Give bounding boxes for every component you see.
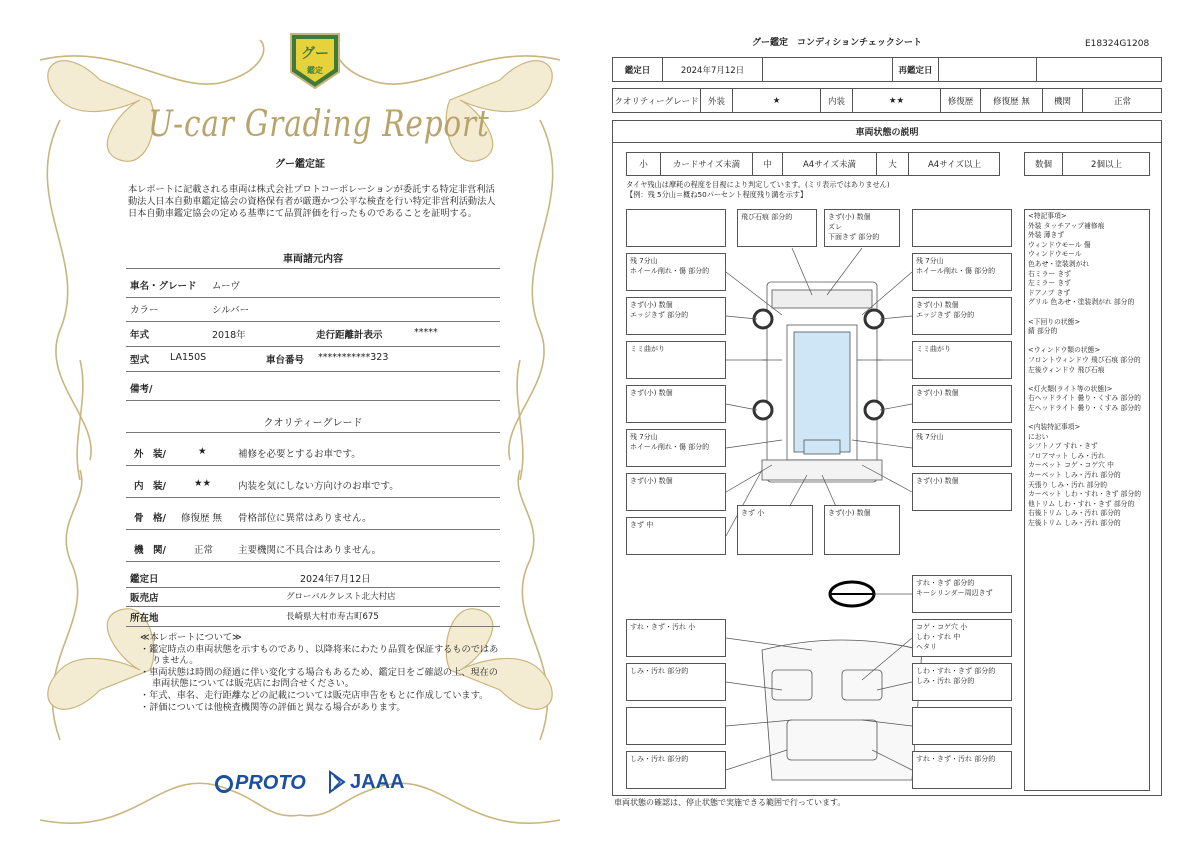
spec-row-year: 年式 2018年 走行距離計表示 ***** bbox=[126, 327, 500, 347]
callout-interior-6-empty bbox=[912, 707, 1012, 745]
spec-section-title: 車両諸元内容 bbox=[283, 254, 343, 265]
leader-line bbox=[726, 316, 757, 319]
leader-line bbox=[726, 440, 782, 448]
callout-left-5: 残 7分山 ホイール削れ・傷 部分的 bbox=[626, 429, 726, 467]
appraisal-date-row: 鑑定日 2024年7月12日 bbox=[126, 571, 500, 588]
callout-interior-1: すれ・きず・汚れ 小 bbox=[626, 619, 726, 657]
date-row: 鑑定日 2024年7月12日 再鑑定日 bbox=[612, 57, 1162, 82]
callout-front-center: 飛び石痕 部分的 bbox=[737, 209, 817, 247]
callout-interior-5-empty bbox=[626, 707, 726, 745]
leader-line bbox=[827, 248, 862, 295]
shop-row: 販売店 グローバルクレスト北大村店 bbox=[126, 590, 500, 607]
report-notes: ≪本レポートについて≫ ・鑑定時点の車両状態を示すものであり、以降将来にわたり品質を保証するものではありません。 ・車両状態は時間の経過に伴い変化する場合もあるため、鑑定日をご確認の上、現在の車両状態については販売店にお問合せください。 ・年式、車名、走行距離などの記載については販売店申告をもとに作成しています。 ・評価については他検査機関等の評価と異なる場合があります。 bbox=[140, 632, 499, 713]
callout-interior-7: しみ・汚れ 部分的 bbox=[626, 751, 726, 789]
callout-steering: すれ・きず 部分的 キーシリンダー周辺きず bbox=[912, 575, 1012, 613]
count-legend: 数個 2個以上 bbox=[1024, 152, 1150, 176]
leader-line bbox=[880, 404, 912, 410]
sheet-id: E18324G1208 bbox=[1085, 39, 1150, 49]
tire-note-example: 【例：残 5分山＝概ね50パーセント程度残り溝を示す】 bbox=[626, 190, 808, 199]
script-title: U-car Grading Report bbox=[148, 104, 490, 145]
leader-line bbox=[852, 440, 912, 448]
quality-row-interior: 内 装/ ★★ 内装を気にしない方向けのお車です。 bbox=[126, 478, 500, 498]
callout-interior-4: しわ・すれ・きず 部分的 しみ・汚れ 部分的 bbox=[912, 663, 1012, 701]
callout-left-7: きず 中 bbox=[626, 517, 726, 555]
quality-row-engine: 機 関/ 正常 主要機関に不具合はありません。 bbox=[126, 542, 500, 562]
callout-right-4: きず(小) 数個 bbox=[912, 385, 1012, 423]
certificate-title: グー鑑定証 bbox=[275, 159, 325, 170]
callout-left-6: きず(小) 数個 bbox=[626, 473, 726, 511]
sheet-footer: 車両状態の確認は、停止状態で実施できる範囲で行っています。 bbox=[614, 798, 846, 807]
proto-logo: PROTO bbox=[215, 772, 306, 795]
quality-row-exterior: 外 装/ ★ 補修を必要とするお車です。 bbox=[126, 446, 500, 466]
callout-left-2: きず(小) 数個 エッジきず 部分的 bbox=[626, 297, 726, 335]
callout-interior-2: コゲ・コゲ穴 小 しわ・すれ 中 ヘタリ bbox=[912, 619, 1012, 657]
size-legend: 小 カードサイズ未満 中 A4サイズ未満 大 A4サイズ以上 bbox=[626, 152, 1000, 176]
certificate-statement: 本レポートに記載される車両は株式会社プロトコーポレーションが委託する特定非営利活動法人日本自動車鑑定協会の資格保有者が厳選かつ公平な検査を行い特定非営利活動法人日本自動車鑑定協会の定める基準にて品質評価を行ったものであることを証明する。 bbox=[128, 184, 496, 219]
svg-text:鑑定: 鑑定 bbox=[307, 66, 323, 75]
callout-right-2: きず(小) 数個 エッジきず 部分的 bbox=[912, 297, 1012, 335]
callout-left-3: ミミ曲がり bbox=[626, 341, 726, 379]
leader-line bbox=[792, 248, 812, 295]
callout-right-6: きず(小) 数個 bbox=[912, 473, 1012, 511]
callout-left-1: 残 7分山 ホイール削れ・傷 部分的 bbox=[626, 253, 726, 291]
jaaa-logo: JAAA bbox=[328, 770, 404, 794]
leader-line bbox=[726, 404, 757, 410]
callout-interior-3: しみ・汚れ 部分的 bbox=[626, 663, 726, 701]
spec-row-name: 車名・グレード ムーヴ bbox=[126, 278, 500, 298]
special-notes: <特記事項> 外装 タッチアップ補修痕 外装 薄きず ウィンドウモール 傷 ウィンドウモール 色あせ・塗装剥がれ 右ミラー きず 左ミラー きず ドアノブ きず グリル 色あせ・塗装剥がれ 部分的 <下回りの状態> 錆 部分的 <ウィンドウ類の状態> フロントウィンドウ 飛び石痕 部分的 左後ウィンドウ 飛び石痕 <灯火類(ライト等の状態)> 右ヘッドライト 曇り・くすみ 部分的 左ヘッドライト 曇り・くすみ 部分的 <内装特記事項> におい シフトノブ すれ・きず フロアマット しみ・汚れ カーペット コゲ・コゲ穴 中 カーペット しみ・汚れ 部分的 天張り しみ・汚れ 部分的 カーペット しわ・すれ・きず 部分的 他トリム しわ・すれ・きず 部分的 右後トリム しみ・汚れ 部分的 左後トリム しみ・汚れ 部分的 bbox=[1024, 209, 1150, 791]
spec-row-color: カラー シルバー bbox=[126, 302, 500, 322]
leader-line bbox=[880, 316, 912, 319]
address-row: 所在地 長崎県大村市寿古町675 bbox=[126, 610, 500, 627]
callout-interior-8: すれ・きず・汚れ 部分的 bbox=[912, 751, 1012, 789]
grade-row: クオリティーグレード 外装 ★ 内装 ★★ 修復歴 修復歴 無 機関 正常 bbox=[612, 88, 1162, 113]
condition-title: 車両状態の説明 bbox=[613, 121, 1161, 143]
callout-front-right: きず(小) 数個 ズレ 下面きず 部分的 bbox=[824, 209, 900, 247]
quality-section-title: クオリティーグレード bbox=[263, 418, 363, 429]
callout-front-left bbox=[626, 209, 726, 247]
callout-left-4: きず(小) 数個 bbox=[626, 385, 726, 423]
callout-right-3: ミミ曲がり bbox=[912, 341, 1012, 379]
goo-kantei-badge-icon bbox=[287, 30, 343, 92]
callout-rear-right: きず(小) 数個 bbox=[824, 505, 900, 555]
spec-row-remarks: 備考/ bbox=[126, 381, 500, 401]
quality-row-frame: 骨 格/ 修復歴 無 骨格部位に異常はありません。 bbox=[126, 510, 500, 530]
svg-text:グー: グー bbox=[301, 46, 329, 62]
proto-mark-icon bbox=[215, 775, 233, 793]
jaaa-mark-icon bbox=[328, 770, 346, 794]
sheet-title: グー鑑定 コンディションチェックシート bbox=[752, 38, 922, 48]
callout-right-1: 残 7分山 ホイール削れ・傷 部分的 bbox=[912, 253, 1012, 291]
callout-front-far-right bbox=[912, 209, 1012, 247]
callout-rear-left: きず 小 bbox=[737, 505, 813, 555]
callout-right-5: 残 7分山 bbox=[912, 429, 1012, 467]
tire-note: タイヤ残山は摩耗の程度を目視により判定しています。(ミリ表示ではありません) bbox=[626, 180, 890, 189]
spec-row-model: 型式 LA150S 車台番号 ***********323 bbox=[126, 352, 500, 372]
